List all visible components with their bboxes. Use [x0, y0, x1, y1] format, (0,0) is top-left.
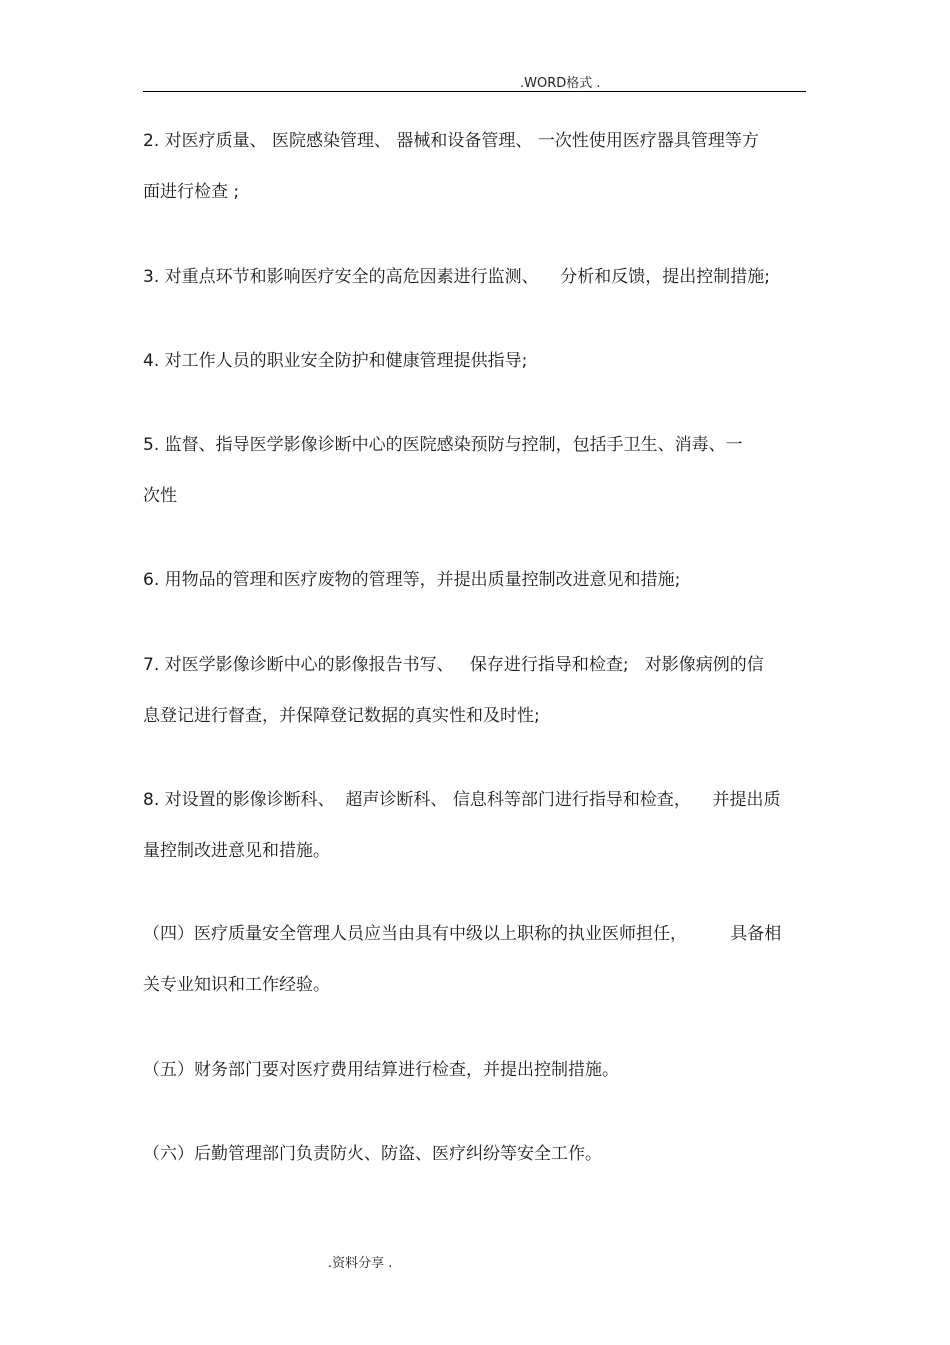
page-footer: .资料分享 .: [328, 1256, 393, 1271]
text-line: 次性: [143, 486, 177, 506]
text-line: 面进行检查 ;: [143, 182, 240, 202]
text-line: 4. 对工作人员的职业安全防护和健康管理提供指导;: [143, 351, 528, 371]
text-line: （四）医疗质量安全管理人员应当由具有中级以上职称的执业医师担任， 具备相: [143, 924, 782, 944]
text-line: 8. 对设置的影像诊断科、 超声诊断科、 信息科等部门进行指导和检查， 并提出质: [143, 790, 781, 810]
text-line: 息登记进行督查，并保障登记数据的真实性和及时性;: [143, 706, 540, 726]
text-line: 5. 监督、指导医学影像诊断中心的医院感染预防与控制，包括手卫生、消毒、一: [143, 435, 743, 455]
header-rule: [143, 91, 806, 92]
page-header: .WORD格式 .: [520, 76, 601, 91]
text-line: 2. 对医疗质量、 医院感染管理、 器械和设备管理、 一次性使用医疗器具管理等方: [143, 131, 759, 151]
text-line: 量控制改进意见和措施。: [143, 841, 330, 861]
text-line: 7. 对医学影像诊断中心的影像报告书写、 保存进行指导和检查; 对影像病例的信: [143, 655, 764, 675]
text-line: （六）后勤管理部门负责防火、防盗、医疗纠纷等安全工作。: [143, 1144, 602, 1164]
text-line: 6. 用物品的管理和医疗废物的管理等，并提出质量控制改进意见和措施;: [143, 570, 681, 590]
text-line: （五）财务部门要对医疗费用结算进行检查，并提出控制措施。: [143, 1060, 619, 1080]
text-line: 关专业知识和工作经验。: [143, 975, 330, 995]
text-line: 3. 对重点环节和影响医疗安全的高危因素进行监测、 分析和反馈，提出控制措施;: [143, 267, 770, 287]
